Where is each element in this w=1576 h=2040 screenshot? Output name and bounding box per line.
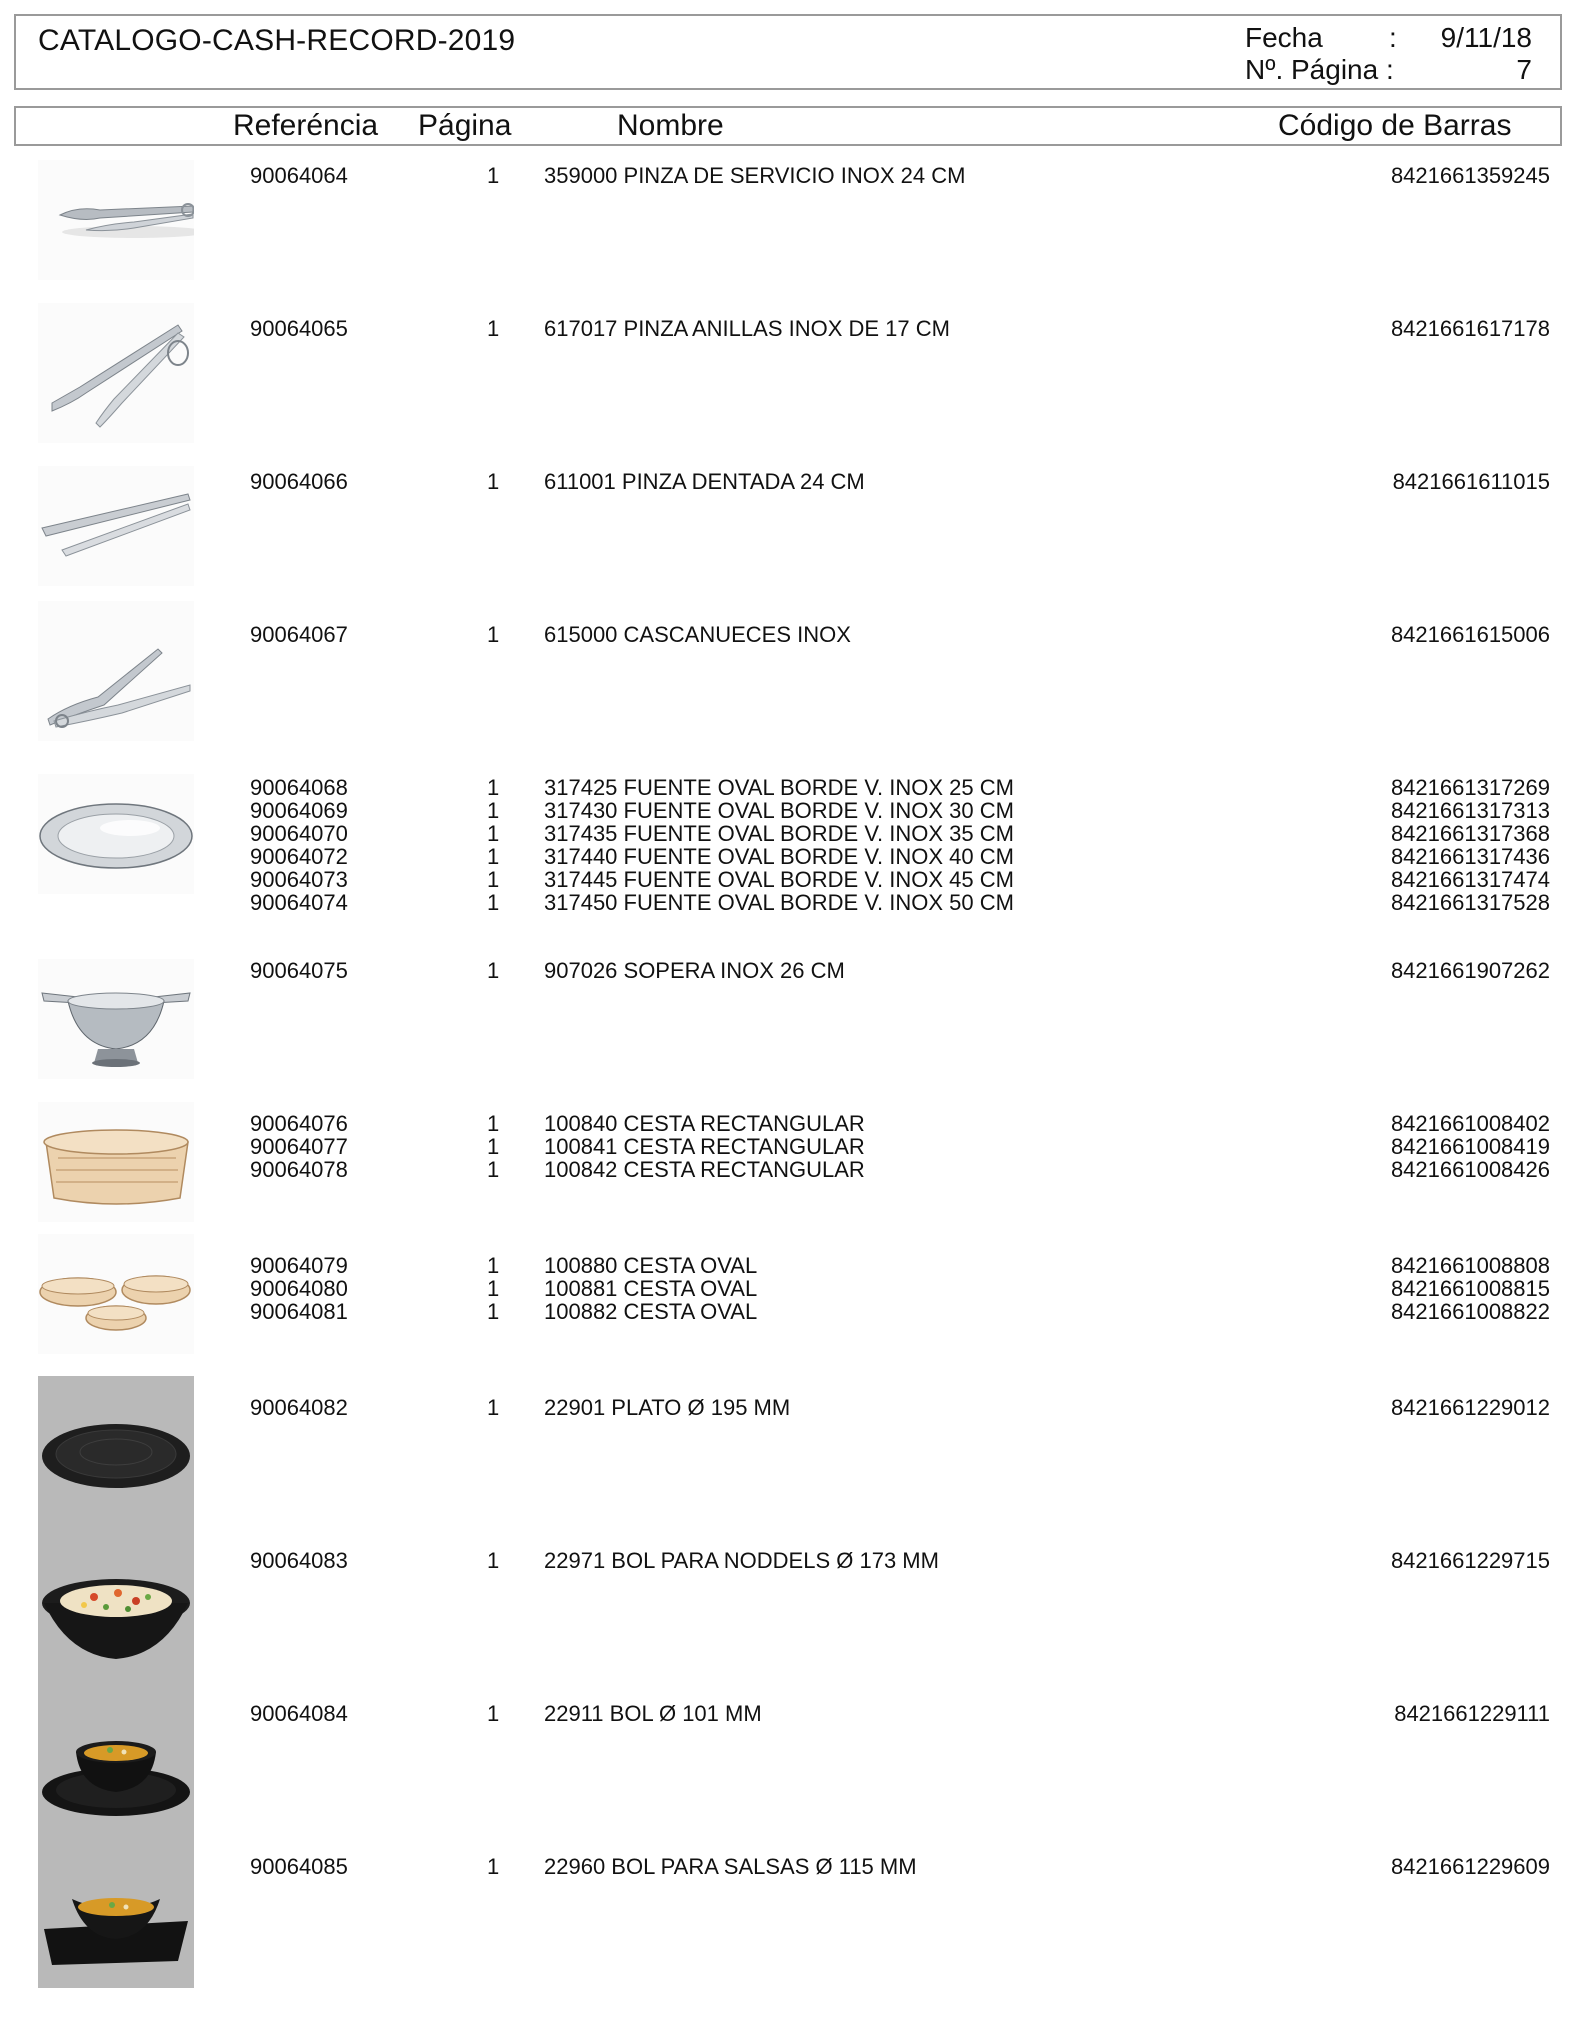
- fecha-colon: :: [1389, 22, 1397, 53]
- row-nombre: 100842 CESTA RECTANGULAR: [544, 1157, 865, 1182]
- catalog-row: [0, 891, 1576, 914]
- small-bowl-image: [38, 1712, 194, 1832]
- row-barcode: 8421661317528: [1390, 890, 1550, 915]
- row-pagina: 1: [487, 821, 500, 846]
- row-barcode: 8421661359245: [1390, 163, 1550, 188]
- catalog-row: [0, 317, 1576, 340]
- row-referencia: 90064078: [250, 1157, 348, 1182]
- row-pagina: 1: [487, 798, 500, 823]
- row-barcode: 8421661617178: [1390, 316, 1550, 341]
- row-referencia: 90064064: [250, 163, 348, 188]
- catalog-row: [0, 1277, 1576, 1300]
- row-referencia: 90064074: [250, 890, 348, 915]
- row-pagina: 1: [487, 1548, 500, 1573]
- col-header-pagina: Página: [418, 109, 512, 142]
- catalog-row: [0, 623, 1576, 646]
- row-nombre: 100882 CESTA OVAL: [544, 1299, 758, 1324]
- sauce-bowl-image: [38, 1865, 194, 1985]
- row-barcode: 8421661907262: [1390, 958, 1550, 983]
- row-barcode: 8421661615006: [1390, 622, 1550, 647]
- row-referencia: 90064079: [250, 1253, 348, 1278]
- row-pagina: 1: [487, 1395, 500, 1420]
- row-referencia: 90064083: [250, 1548, 348, 1573]
- row-pagina: 1: [487, 1854, 500, 1879]
- catalog-row: [0, 1300, 1576, 1323]
- col-header-referencia: Referéncia: [233, 109, 379, 142]
- catalog-header: [14, 14, 1562, 90]
- pagina-label: Nº. Página :: [1245, 54, 1394, 85]
- row-nombre: 22960 BOL PARA SALSAS Ø 115 MM: [544, 1854, 917, 1879]
- row-referencia: 90064076: [250, 1111, 348, 1136]
- row-barcode: 8421661229715: [1390, 1548, 1550, 1573]
- row-nombre: 317435 FUENTE OVAL BORDE V. INOX 35 CM: [544, 821, 1014, 846]
- row-referencia: 90064065: [250, 316, 348, 341]
- catalog-row: [0, 1549, 1576, 1572]
- catalog-row: [0, 845, 1576, 868]
- row-nombre: 317445 FUENTE OVAL BORDE V. INOX 45 CM: [544, 867, 1014, 892]
- row-barcode: 8421661229111: [1394, 1701, 1550, 1726]
- row-referencia: 90064068: [250, 775, 348, 800]
- row-referencia: 90064085: [250, 1854, 348, 1879]
- row-referencia: 90064080: [250, 1276, 348, 1301]
- noodle-bowl-image: [38, 1559, 194, 1679]
- row-pagina: 1: [487, 163, 500, 188]
- catalog-row: [0, 164, 1576, 187]
- row-nombre: 615000 CASCANUECES INOX: [544, 622, 851, 647]
- row-pagina: 1: [487, 844, 500, 869]
- catalog-title: CATALOGO-CASH-RECORD-2019: [38, 24, 516, 57]
- catalog-row: [0, 868, 1576, 891]
- row-referencia: 90064077: [250, 1134, 348, 1159]
- row-barcode: 8421661008402: [1390, 1111, 1550, 1136]
- row-barcode: 8421661317368: [1390, 821, 1550, 846]
- catalog-row: [0, 1158, 1576, 1181]
- row-pagina: 1: [487, 867, 500, 892]
- row-barcode: 8421661317436: [1390, 844, 1550, 869]
- col-header-codigo: Código de Barras: [1278, 109, 1512, 142]
- row-nombre: 100841 CESTA RECTANGULAR: [544, 1134, 865, 1159]
- row-pagina: 1: [487, 890, 500, 915]
- row-barcode: 8421661008815: [1390, 1276, 1550, 1301]
- row-pagina: 1: [487, 316, 500, 341]
- row-referencia: 90064075: [250, 958, 348, 983]
- row-nombre: 359000 PINZA DE SERVICIO INOX 24 CM: [544, 163, 966, 188]
- catalog-row: [0, 470, 1576, 493]
- catalog-row: [0, 1396, 1576, 1419]
- row-referencia: 90064081: [250, 1299, 348, 1324]
- fecha-value: 9/11/18: [1440, 22, 1532, 53]
- row-referencia: 90064066: [250, 469, 348, 494]
- col-header-nombre: Nombre: [617, 109, 724, 142]
- row-barcode: 8421661317269: [1390, 775, 1550, 800]
- row-referencia: 90064084: [250, 1701, 348, 1726]
- catalog-row: [0, 959, 1576, 982]
- row-referencia: 90064072: [250, 844, 348, 869]
- row-referencia: 90064082: [250, 1395, 348, 1420]
- row-barcode: 8421661229609: [1390, 1854, 1550, 1879]
- row-nombre: 317425 FUENTE OVAL BORDE V. INOX 25 CM: [544, 775, 1014, 800]
- row-nombre: 100840 CESTA RECTANGULAR: [544, 1111, 865, 1136]
- row-nombre: 100881 CESTA OVAL: [544, 1276, 758, 1301]
- row-nombre: 22911 BOL Ø 101 MM: [544, 1701, 762, 1726]
- row-pagina: 1: [487, 1157, 500, 1182]
- row-barcode: 8421661008426: [1390, 1157, 1550, 1182]
- row-barcode: 8421661611015: [1392, 469, 1550, 494]
- catalog-row: [0, 799, 1576, 822]
- row-referencia: 90064069: [250, 798, 348, 823]
- nutcracker-image: [38, 601, 194, 741]
- row-pagina: 1: [487, 1134, 500, 1159]
- row-barcode: 8421661008419: [1390, 1134, 1550, 1159]
- row-referencia: 90064070: [250, 821, 348, 846]
- row-barcode: 8421661008822: [1390, 1299, 1550, 1324]
- row-pagina: 1: [487, 1276, 500, 1301]
- catalog-row: [0, 776, 1576, 799]
- row-pagina: 1: [487, 1253, 500, 1278]
- row-nombre: 611001 PINZA DENTADA 24 CM: [544, 469, 865, 494]
- catalog-row: [0, 1855, 1576, 1878]
- row-referencia: 90064073: [250, 867, 348, 892]
- catalog-row: [0, 822, 1576, 845]
- row-referencia: 90064067: [250, 622, 348, 647]
- catalog-row: [0, 1254, 1576, 1277]
- row-pagina: 1: [487, 1701, 500, 1726]
- row-pagina: 1: [487, 775, 500, 800]
- row-nombre: 617017 PINZA ANILLAS INOX DE 17 CM: [544, 316, 950, 341]
- row-barcode: 8421661008808: [1390, 1253, 1550, 1278]
- row-barcode: 8421661229012: [1390, 1395, 1550, 1420]
- column-headers: [14, 106, 1562, 146]
- row-pagina: 1: [487, 1111, 500, 1136]
- row-barcode: 8421661317313: [1390, 798, 1550, 823]
- pagina-value: 7: [1516, 54, 1532, 85]
- row-pagina: 1: [487, 469, 500, 494]
- row-nombre: 907026 SOPERA INOX 26 CM: [544, 958, 845, 983]
- catalog-row: [0, 1702, 1576, 1725]
- row-nombre: 317440 FUENTE OVAL BORDE V. INOX 40 CM: [544, 844, 1014, 869]
- row-nombre: 317430 FUENTE OVAL BORDE V. INOX 30 CM: [544, 798, 1014, 823]
- row-pagina: 1: [487, 958, 500, 983]
- row-barcode: 8421661317474: [1390, 867, 1550, 892]
- row-pagina: 1: [487, 622, 500, 647]
- row-pagina: 1: [487, 1299, 500, 1324]
- fecha-label: Fecha: [1245, 22, 1323, 53]
- catalog-row: [0, 1112, 1576, 1135]
- row-nombre: 317450 FUENTE OVAL BORDE V. INOX 50 CM: [544, 890, 1014, 915]
- catalog-row: [0, 1135, 1576, 1158]
- row-nombre: 22901 PLATO Ø 195 MM: [544, 1395, 791, 1420]
- row-nombre: 22971 BOL PARA NODDELS Ø 173 MM: [544, 1548, 939, 1573]
- row-nombre: 100880 CESTA OVAL: [544, 1253, 758, 1278]
